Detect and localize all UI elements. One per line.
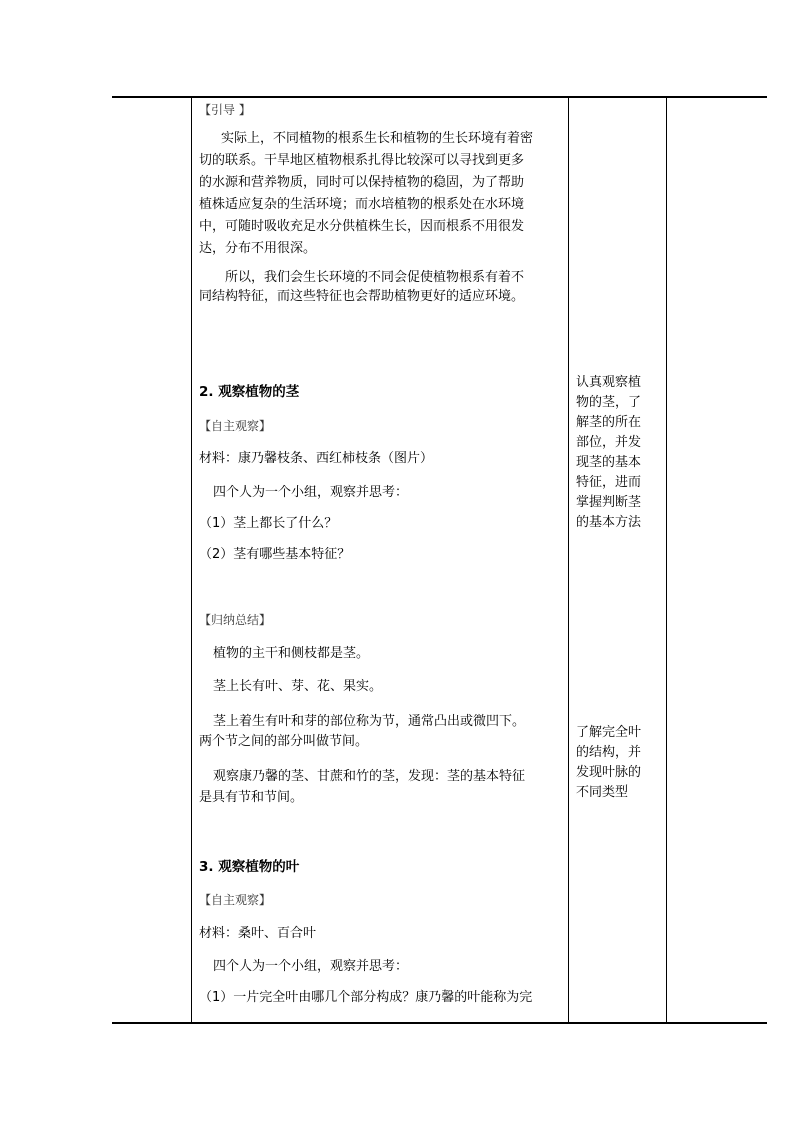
text-line: 中，可随时吸收充足水分供植株生长，因而根系不用很发 — [199, 219, 525, 234]
column-divider-1 — [191, 97, 192, 1024]
table-top-border — [112, 96, 767, 98]
note-line: 部位，并发 — [576, 435, 642, 450]
text-line: 的水源和营养物质，同时可以保持植物的稳固，为了帮助 — [199, 175, 525, 190]
section-2-summary-label: 【归纳总结】 — [199, 613, 272, 627]
summary-point-3-line-1: 茎上着生有叶和芽的部位称为节，通常凸出或微凹下。 — [213, 714, 526, 729]
table-bottom-border — [112, 1022, 767, 1024]
note-line: 的结构，并 — [576, 745, 642, 760]
learning-objective-leaf — [576, 723, 660, 803]
text-line: 同结构特征，而这些特征也会帮助植物更好的适应环境。 — [199, 289, 525, 304]
summary-point-4-line-1: 观察康乃馨的茎、甘蔗和竹的茎，发现：茎的基本特征 — [213, 769, 526, 784]
column-divider-2 — [568, 97, 569, 1024]
note-line: 特征，进而 — [576, 475, 642, 490]
section-3-question-1: （1）一片完全叶由哪几个部分构成？康乃馨的叶能称为完 — [199, 990, 533, 1005]
note-line: 的基本方法 — [576, 515, 642, 530]
note-line: 掌握判断茎 — [576, 495, 642, 510]
summary-point-4-line-2: 是具有节和节间。 — [199, 790, 304, 805]
note-line: 了解完全叶 — [576, 725, 642, 740]
learning-objective-stem — [576, 373, 660, 533]
section-3-heading: 3. 观察植物的叶 — [199, 859, 300, 875]
text-line: 达，分布不用很深。 — [199, 241, 317, 256]
note-line: 发现叶脉的 — [576, 765, 642, 780]
section-3-task: 四个人为一个小组，观察并思考： — [213, 959, 409, 974]
intro-label: 【引导 】 — [199, 103, 251, 117]
column-divider-3 — [666, 97, 667, 1024]
text-line: 实际上，不同植物的根系生长和植物的生长环境有着密 — [221, 131, 534, 146]
summary-point-2: 茎上长有叶、芽、花、果实。 — [213, 679, 383, 694]
note-line: 认真观察植 — [576, 375, 642, 390]
section-2-heading: 2. 观察植物的茎 — [199, 384, 300, 400]
text-line: 切的联系。干旱地区植物根系扎得比较深可以寻找到更多 — [199, 153, 525, 168]
text-line: 所以，我们会生长环境的不同会促使植物根系有着不 — [225, 270, 525, 285]
summary-point-1: 植物的主干和侧枝都是茎。 — [213, 646, 370, 661]
section-2-question-1: （1）茎上都长了什么？ — [199, 516, 338, 531]
section-2-task: 四个人为一个小组，观察并思考： — [213, 485, 409, 500]
section-3-materials: 材料：桑叶、百合叶 — [199, 926, 317, 941]
note-line: 现茎的基本 — [576, 455, 642, 470]
section-3-observe-label: 【自主观察】 — [199, 893, 272, 907]
note-line: 不同类型 — [576, 785, 629, 800]
section-2-materials: 材料：康乃馨枝条、西红柿枝条（图片） — [199, 451, 434, 466]
note-line: 物的茎，了 — [576, 395, 642, 410]
summary-point-3-line-2: 两个节之间的部分叫做节间。 — [199, 734, 369, 749]
section-2-observe-label: 【自主观察】 — [199, 419, 272, 433]
section-2-question-2: （2）茎有哪些基本特征？ — [199, 547, 351, 562]
text-line: 植株适应复杂的生活环境；而水培植物的根系处在水环境 — [199, 197, 525, 212]
note-line: 解茎的所在 — [576, 415, 642, 430]
